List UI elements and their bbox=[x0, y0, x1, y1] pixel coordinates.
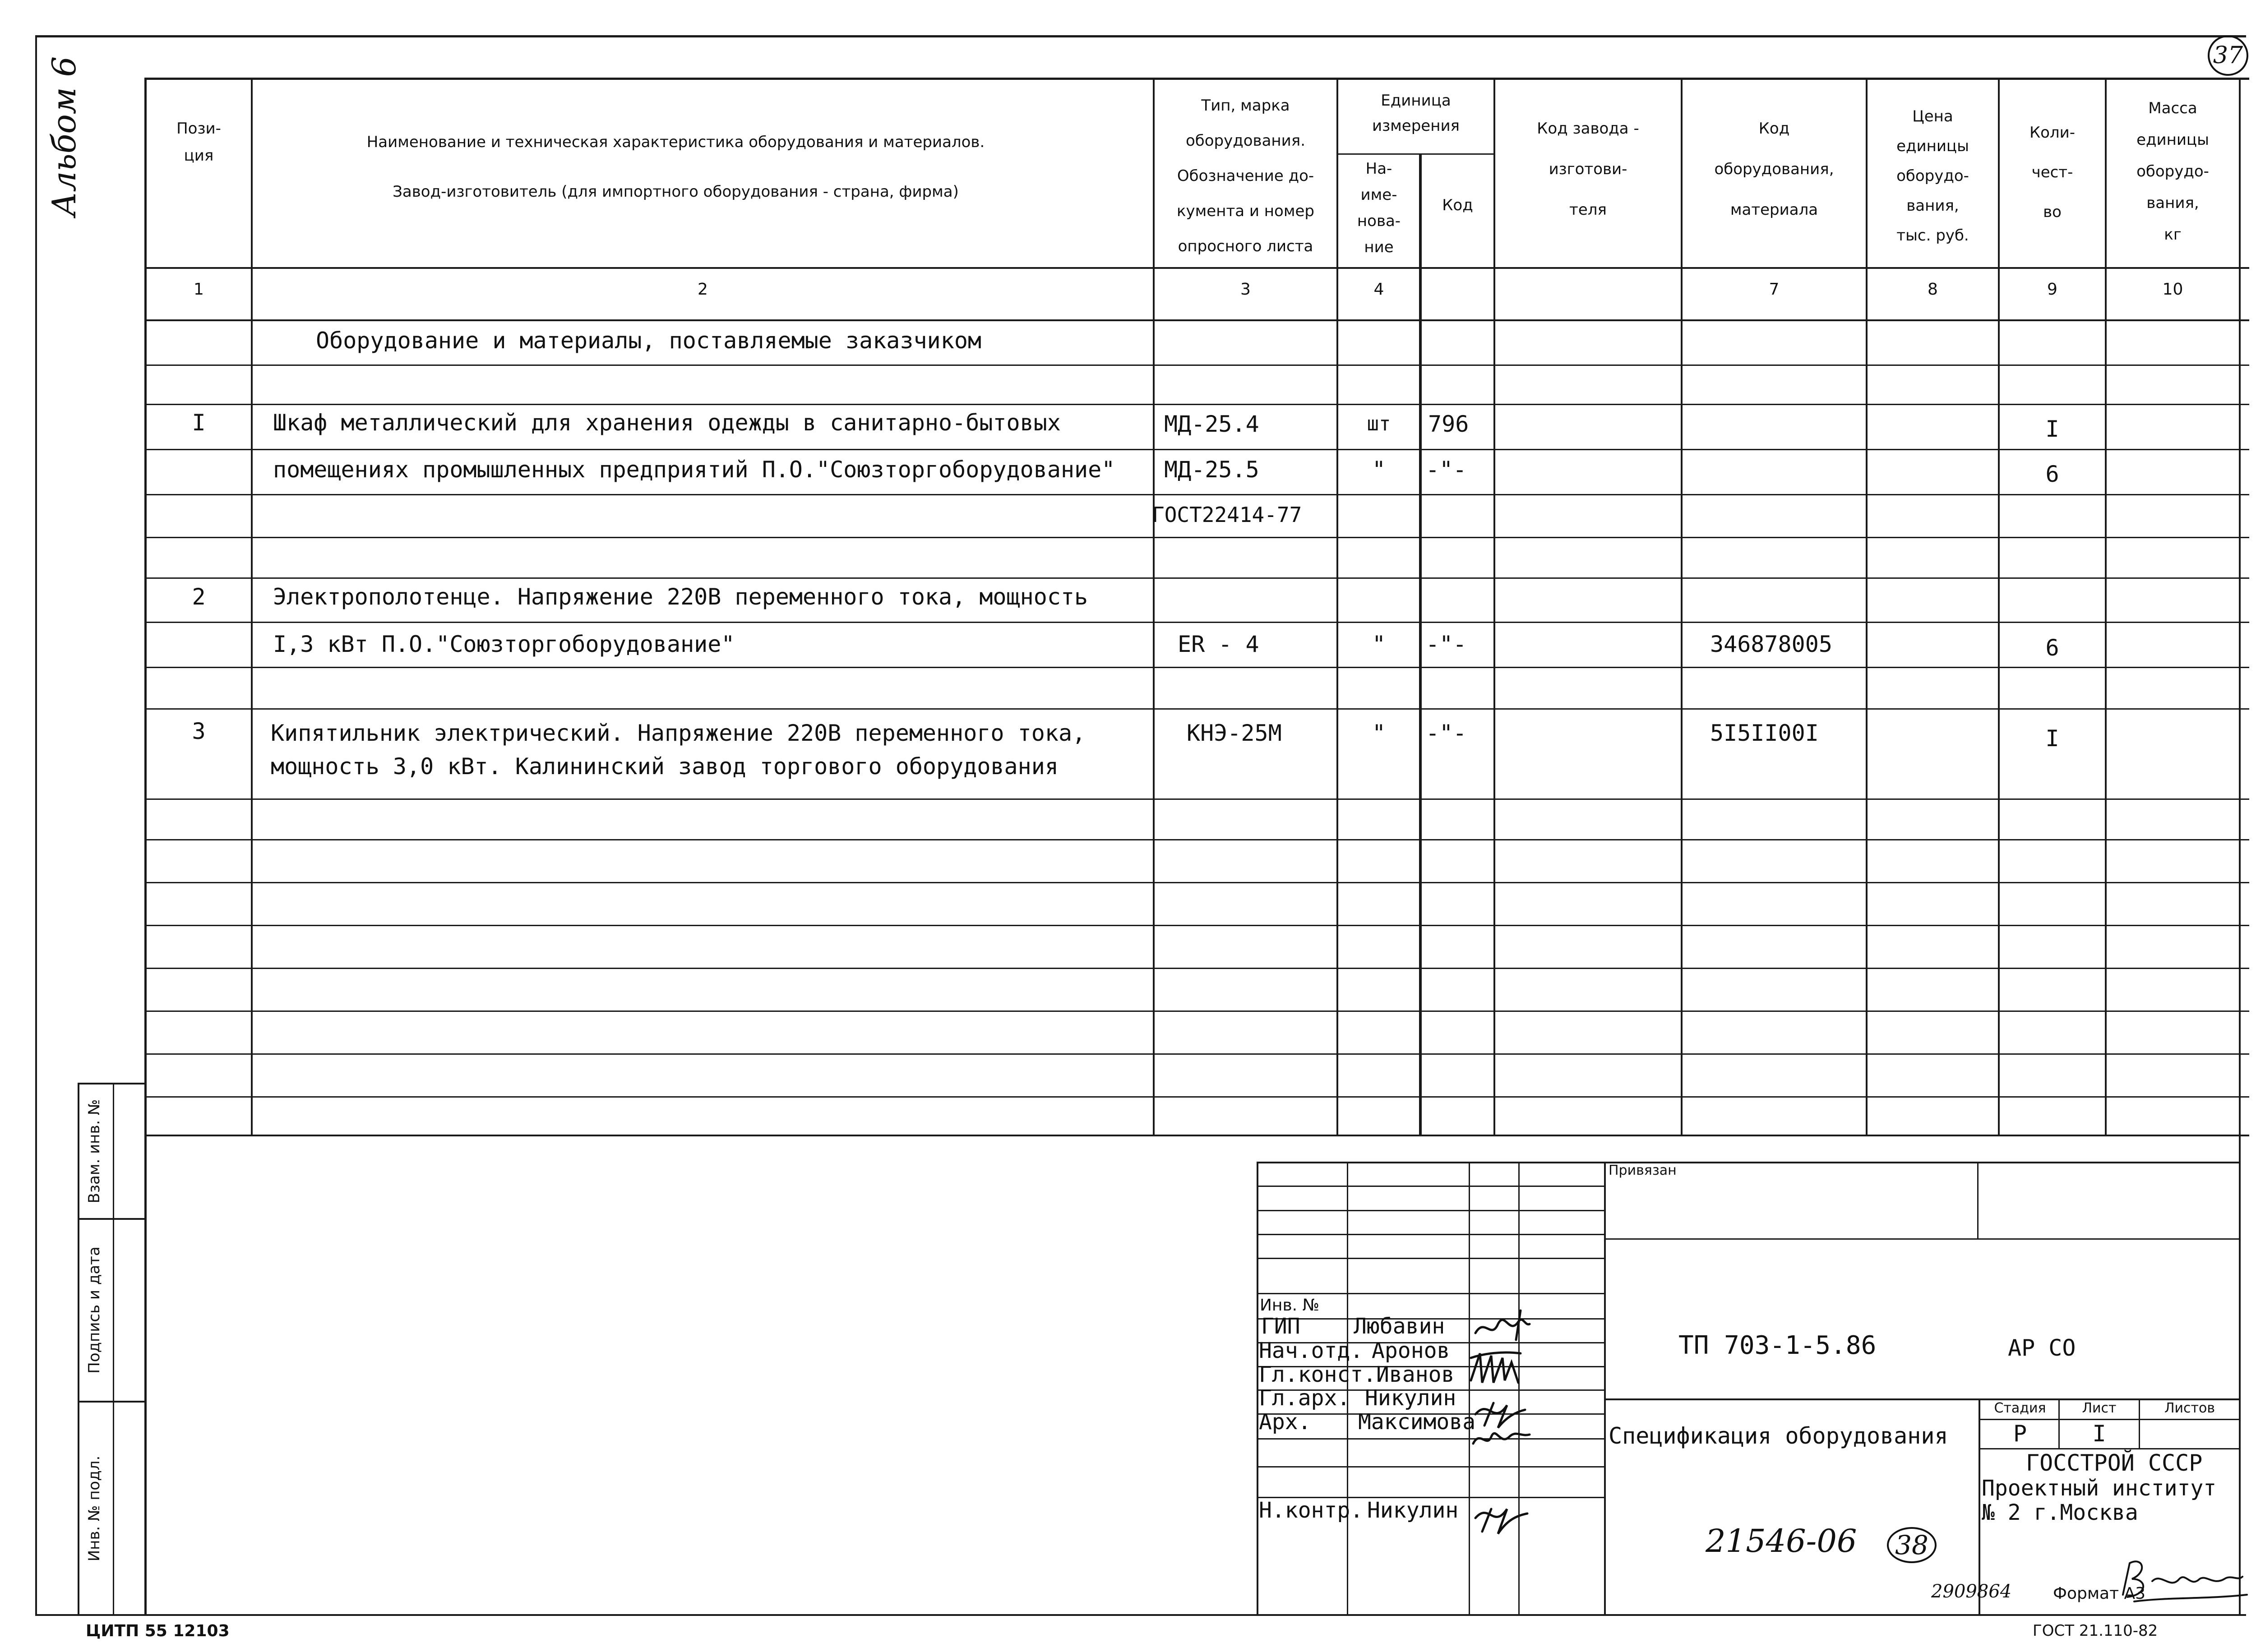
row-1-code: 796 bbox=[1428, 411, 1469, 437]
colnum-9: 9 bbox=[2047, 280, 2057, 299]
sheet-title: Спецификация оборудования bbox=[1609, 1423, 1948, 1449]
citp-label: ЦИТП 55 12103 bbox=[86, 1622, 230, 1640]
row-5-qty: 6 bbox=[2045, 635, 2059, 661]
header-col6: Код завода - изготови- теля bbox=[1537, 120, 1639, 219]
staff-name-nkontr: Никулин bbox=[1367, 1498, 1459, 1523]
signature-scribbles bbox=[1466, 1308, 1584, 1543]
archive-page: 38 bbox=[1895, 1530, 1928, 1560]
sheets-label: Листов bbox=[2164, 1400, 2215, 1416]
colnum-7: 7 bbox=[1769, 280, 1780, 299]
row-2-name: помещениях промышленных предприятий П.О."Союзторгоборудование" bbox=[273, 457, 1115, 483]
header-col7: Код оборудования, материала bbox=[1714, 120, 1834, 219]
header-col5: Код bbox=[1442, 196, 1473, 214]
row-2-qty: 6 bbox=[2045, 461, 2059, 487]
stage-value: Р bbox=[2013, 1421, 2027, 1447]
gost-label: ГОСТ 21.110-82 bbox=[2033, 1622, 2158, 1640]
row-1-name: Шкаф металлический для хранения одежды в санитарно-бытовых bbox=[273, 410, 1061, 436]
inv-no-label: Инв. № bbox=[1260, 1296, 1320, 1315]
header-col3: Тип, марка оборудования. Обозначение до- кумента и номер опросного листа bbox=[1177, 97, 1314, 255]
doc-code: ТП 703-1-5.86 bbox=[1678, 1331, 1877, 1360]
frame-left bbox=[35, 35, 37, 1616]
header-col9: Коли- чест- во bbox=[2029, 124, 2076, 221]
copy-note: 2909864 bbox=[1931, 1581, 2012, 1602]
staff-name-arh: Максимова bbox=[1358, 1409, 1476, 1435]
header-col4: На- име- нова- ние bbox=[1357, 160, 1401, 256]
row-6-type: КНЭ-25М bbox=[1187, 720, 1282, 746]
header-col1: Пози- ция bbox=[176, 120, 221, 165]
row-3-type: ГОСТ22414-77 bbox=[1152, 503, 1302, 527]
sheet-number: 37 bbox=[2213, 42, 2243, 69]
row-6-code: -"- bbox=[1426, 720, 1467, 746]
row-2-unit: " bbox=[1372, 457, 1386, 483]
header-col2-line1: Наименование и техническая характеристика оборудования и материалов. bbox=[366, 133, 985, 151]
archive-number: 21546-06 bbox=[1706, 1523, 1857, 1560]
row-5-equip-code: 346878005 bbox=[1710, 631, 1832, 657]
stamp-podpis: Подпись и дата bbox=[85, 1246, 103, 1374]
stage-label: Стадия bbox=[1994, 1400, 2046, 1416]
staff-name-gip: Любавин bbox=[1354, 1314, 1445, 1339]
album-label: Альбом 6 bbox=[45, 56, 83, 217]
row-2-type: МД-25.5 bbox=[1164, 457, 1259, 483]
org-line2: Проектный институт bbox=[1982, 1476, 2217, 1501]
row-6-name: Кипятильник электрический. Напряжение 220В переменного тока, bbox=[271, 720, 1086, 746]
section-title: Оборудование и материалы, поставляемые заказчиком bbox=[316, 328, 982, 354]
doc-mark: АР СО bbox=[2008, 1335, 2076, 1361]
header-col10: Масса единицы оборудо- вания, кг bbox=[2136, 99, 2209, 244]
row-6-qty: I bbox=[2045, 725, 2059, 752]
colnum-8: 8 bbox=[1928, 280, 1938, 299]
sheet-label: Лист bbox=[2082, 1400, 2117, 1416]
stamp-inv-podl: Инв. № подл. bbox=[85, 1455, 103, 1562]
staff-name-nach: Аронов bbox=[1372, 1338, 1450, 1363]
staff-role-nkontr: Н.контр. bbox=[1259, 1498, 1364, 1523]
colnum-3: 3 bbox=[1240, 280, 1251, 299]
org-line3: № 2 г.Москва bbox=[1982, 1500, 2138, 1525]
row-1-qty: I bbox=[2045, 416, 2059, 442]
frame-top bbox=[35, 35, 2246, 37]
row-6-equip-code: 5I5II00I bbox=[1710, 720, 1819, 746]
row-1-type: МД-25.4 bbox=[1164, 411, 1259, 437]
row-5-type: ER - 4 bbox=[1178, 631, 1259, 657]
sheet-value: I bbox=[2092, 1421, 2106, 1447]
row-6-pos: 3 bbox=[192, 718, 206, 744]
format-text: Формат А3 bbox=[2053, 1584, 2146, 1603]
staff-role-nach: Нач.отд. bbox=[1259, 1338, 1364, 1363]
row-4-pos: 2 bbox=[192, 584, 206, 610]
staff-role-arh: Арх. bbox=[1259, 1409, 1311, 1435]
frame-bottom bbox=[35, 1614, 2246, 1616]
colnum-2: 2 bbox=[698, 280, 708, 299]
header-col2-line2: Завод-изготовитель (для импортного оборудования - страна, фирма) bbox=[393, 183, 959, 201]
format-signature bbox=[2116, 1554, 2251, 1608]
staff-name-glarh: Никулин bbox=[1365, 1385, 1456, 1411]
org-line1: ГОССТРОЙ СССР bbox=[2026, 1450, 2203, 1476]
header-col8: Цена единицы оборудо- вания, тыс. руб. bbox=[1896, 107, 1969, 245]
row-7-name: мощность 3,0 кВт. Калининский завод торгового оборудования bbox=[271, 753, 1059, 780]
row-5-unit: " bbox=[1372, 631, 1386, 657]
row-5-name: I,3 кВт П.О."Союзторгоборудование" bbox=[273, 631, 735, 657]
row-1-pos: I bbox=[192, 410, 206, 436]
colnum-10: 10 bbox=[2162, 280, 2183, 299]
colnum-1: 1 bbox=[194, 280, 204, 299]
row-4-name: Электрополотенце. Напряжение 220В переменного тока, мощность bbox=[273, 584, 1088, 610]
staff-name-glkonst: Иванов bbox=[1376, 1362, 1455, 1387]
row-5-code: -"- bbox=[1426, 631, 1467, 657]
header-col4-group: Единица измерения bbox=[1372, 92, 1460, 135]
staff-role-glkonst: Гл.конст. bbox=[1259, 1362, 1377, 1387]
staff-role-gip: ГИП bbox=[1261, 1314, 1300, 1339]
privyazan-label: Привязан bbox=[1609, 1163, 1677, 1178]
row-1-unit: шт bbox=[1367, 412, 1391, 435]
row-2-code: -"- bbox=[1426, 457, 1467, 483]
staff-role-glarh: Гл.арх. bbox=[1259, 1385, 1350, 1411]
row-6-unit: " bbox=[1372, 720, 1386, 746]
colnum-4: 4 bbox=[1373, 280, 1384, 299]
stamp-vzam: Взам. инв. № bbox=[85, 1099, 103, 1204]
